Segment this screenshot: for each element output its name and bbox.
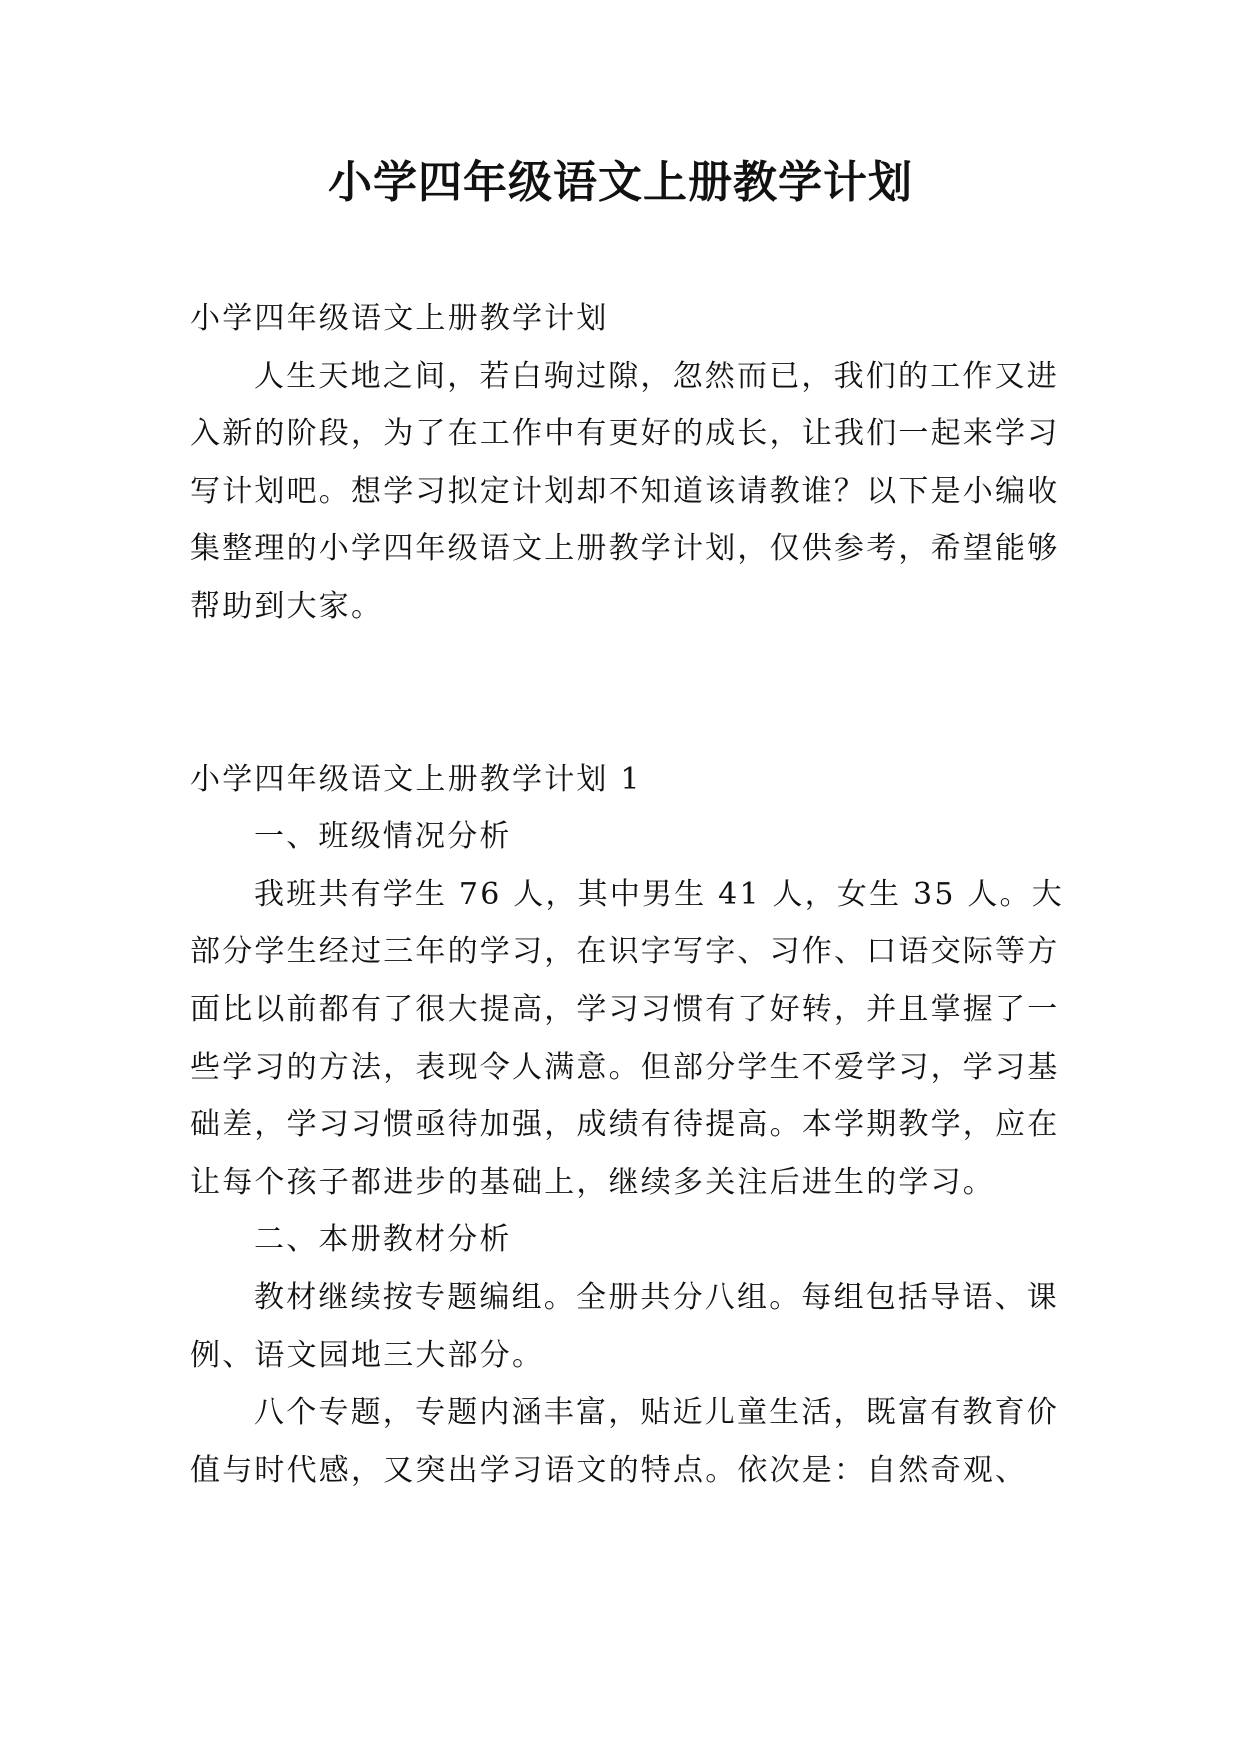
textbook-paragraph-2: 八个专题，专题内涵丰富，贴近儿童生活，既富有教育价值与时代感，又突出学习语文的特点。依次是：自然奇观、 (190, 1395, 1059, 1488)
textbook-paragraph-1: 教材继续按专题编组。全册共分八组。每组包括导语、课例、语文园地三大部分。 (190, 1279, 1059, 1373)
subtitle: 小学四年级语文上册教学计划 (190, 301, 609, 336)
document-body (190, 290, 1070, 1499)
heading-textbook-analysis: 二、本册教材分析 (254, 1222, 512, 1258)
class-analysis-paragraph: 我班共有学生 76 人，其中男生 41 人，女生 35 人。大部分学生经过三年的学习，在识字写字、习作、口语交际等方面比以前都有了很大提高，学习习惯有了好转，并且掌握了一些学习的方法，表现令人满意。但部分学生不爱学习，学习基础差，学习习惯亟待加强，成绩有待提高。本学期教学，应在让每个孩子都进步的基础上，继续多关注后进生的学习。 (190, 876, 1064, 1200)
section-spacer (190, 636, 1070, 751)
document-title: 小学四年级语文上册教学计划 (328, 157, 913, 208)
intro-paragraph: 人生天地之间，若白驹过隙，忽然而已，我们的工作又进入新的阶段，为了在工作中有更好的成长，让我们一起来学习写计划吧。想学习拟定计划却不知道该请教谁？以下是小编收集整理的小学四年级语文上册教学计划，仅供参考，希望能够帮助到大家。 (190, 358, 1060, 624)
section-title: 小学四年级语文上册教学计划 1 (190, 761, 642, 797)
heading-class-analysis: 一、班级情况分析 (254, 819, 512, 855)
